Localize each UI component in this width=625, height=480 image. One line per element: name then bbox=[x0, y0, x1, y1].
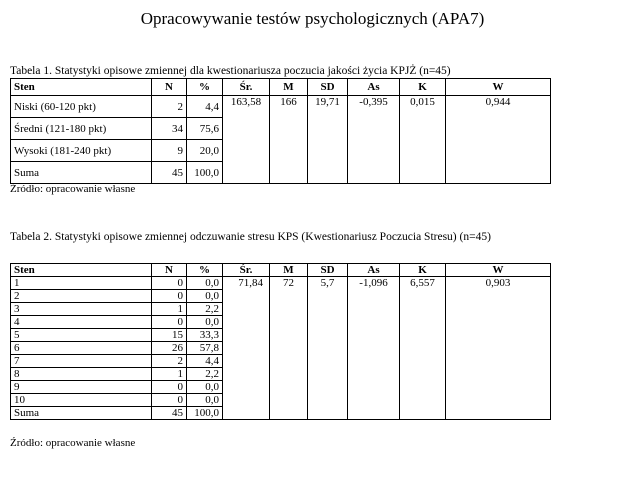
table2-cell-pct: 0,0 bbox=[187, 381, 223, 394]
table2-cell-n: 0 bbox=[152, 290, 187, 303]
table2-cell-pct: 2,2 bbox=[187, 303, 223, 316]
table2-cell-pct: 0,0 bbox=[187, 316, 223, 329]
table1-stat-median: 166 bbox=[270, 96, 308, 184]
table2-cell-sten: 4 bbox=[11, 316, 152, 329]
table1-caption: Tabela 1. Statystyki opisowe zmiennej dla kwestionariusza poczucia jakości życia KPJŻ (n=45) bbox=[10, 65, 451, 77]
table1-cell-pct: 4,4 bbox=[187, 96, 223, 118]
table2-header-sten: Sten bbox=[11, 264, 152, 277]
table1-cell-pct: 100,0 bbox=[187, 162, 223, 184]
table2-cell-sten: 3 bbox=[11, 303, 152, 316]
table2-cell-pct: 0,0 bbox=[187, 290, 223, 303]
table1-header-sten: Sten bbox=[11, 79, 152, 96]
table2-header-sd: SD bbox=[308, 264, 348, 277]
table1-stat-mean: 163,58 bbox=[223, 96, 270, 184]
table1-header-kurt: K bbox=[400, 79, 446, 96]
table2-cell-n: 45 bbox=[152, 407, 187, 420]
table2-caption: Tabela 2. Statystyki opisowe zmiennej odczuwanie stresu KPS (Kwestionariusz Poczucia Stresu) (n=45) bbox=[10, 231, 491, 243]
table2-stat-w: 0,903 bbox=[446, 277, 551, 420]
table2-header-median: M bbox=[270, 264, 308, 277]
table-row bbox=[11, 96, 551, 118]
table2-cell-pct: 0,0 bbox=[187, 277, 223, 290]
table2-header-kurt: K bbox=[400, 264, 446, 277]
table2-cell-sten: 6 bbox=[11, 342, 152, 355]
table2-cell-sten: 8 bbox=[11, 368, 152, 381]
table1-stat-kurt: 0,015 bbox=[400, 96, 446, 184]
table2-cell-sten: 2 bbox=[11, 290, 152, 303]
table2-header-mean: Śr. bbox=[223, 264, 270, 277]
table2-header-skew: As bbox=[348, 264, 400, 277]
table2-cell-sten: 1 bbox=[11, 277, 152, 290]
table2-header-pct: % bbox=[187, 264, 223, 277]
table1-stat-w: 0,944 bbox=[446, 96, 551, 184]
table2-cell-n: 26 bbox=[152, 342, 187, 355]
table1-cell-n: 2 bbox=[152, 96, 187, 118]
table2-cell-pct: 0,0 bbox=[187, 394, 223, 407]
table2-cell-sten: Suma bbox=[11, 407, 152, 420]
table1-stat-skew: -0,395 bbox=[348, 96, 400, 184]
table2-stat-median: 72 bbox=[270, 277, 308, 420]
table1-stat-sd: 19,71 bbox=[308, 96, 348, 184]
table2-header-w: W bbox=[446, 264, 551, 277]
table1-header-n: N bbox=[152, 79, 187, 96]
table2-cell-pct: 33,3 bbox=[187, 329, 223, 342]
table1-cell-n: 9 bbox=[152, 140, 187, 162]
table2-cell-n: 1 bbox=[152, 303, 187, 316]
table2-cell-n: 1 bbox=[152, 368, 187, 381]
table2-cell-sten: 10 bbox=[11, 394, 152, 407]
table1-cell-sten: Średni (121-180 pkt) bbox=[11, 118, 152, 140]
table2-source: Źródło: opracowanie własne bbox=[10, 437, 136, 449]
table1-header-pct: % bbox=[187, 79, 223, 96]
table1-header-row bbox=[11, 79, 551, 96]
table2-cell-sten: 5 bbox=[11, 329, 152, 342]
table1-cell-n: 34 bbox=[152, 118, 187, 140]
table1-cell-sten: Niski (60-120 pkt) bbox=[11, 96, 152, 118]
table2-cell-sten: 7 bbox=[11, 355, 152, 368]
page-title: Opracowywanie testów psychologicznych (APA7) bbox=[140, 9, 485, 28]
table2-stat-skew: -1,096 bbox=[348, 277, 400, 420]
table2-cell-n: 0 bbox=[152, 316, 187, 329]
table1-cell-sten: Wysoki (181-240 pkt) bbox=[11, 140, 152, 162]
table2-stat-kurt: 6,557 bbox=[400, 277, 446, 420]
table1-cell-pct: 20,0 bbox=[187, 140, 223, 162]
table2-cell-n: 15 bbox=[152, 329, 187, 342]
table2-cell-pct: 57,8 bbox=[187, 342, 223, 355]
table2-cell-pct: 2,2 bbox=[187, 368, 223, 381]
table-row bbox=[11, 277, 551, 290]
table2-cell-n: 0 bbox=[152, 394, 187, 407]
table2 bbox=[10, 263, 551, 420]
table1-cell-pct: 75,6 bbox=[187, 118, 223, 140]
table2-header-n: N bbox=[152, 264, 187, 277]
table1-cell-n: 45 bbox=[152, 162, 187, 184]
table1 bbox=[10, 78, 551, 184]
table2-cell-sten: 9 bbox=[11, 381, 152, 394]
table2-cell-n: 0 bbox=[152, 277, 187, 290]
table1-cell-sten: Suma bbox=[11, 162, 152, 184]
table2-header-row bbox=[11, 264, 551, 277]
table2-stat-sd: 5,7 bbox=[308, 277, 348, 420]
table1-header-median: M bbox=[270, 79, 308, 96]
table1-header-sd: SD bbox=[308, 79, 348, 96]
table1-header-w: W bbox=[446, 79, 551, 96]
table2-cell-pct: 4,4 bbox=[187, 355, 223, 368]
table1-header-mean: Śr. bbox=[223, 79, 270, 96]
table2-cell-pct: 100,0 bbox=[187, 407, 223, 420]
table1-source: Źródło: opracowanie własne bbox=[10, 183, 136, 195]
table1-header-skew: As bbox=[348, 79, 400, 96]
table2-cell-n: 0 bbox=[152, 381, 187, 394]
table2-cell-n: 2 bbox=[152, 355, 187, 368]
table2-stat-mean: 71,84 bbox=[223, 277, 270, 420]
